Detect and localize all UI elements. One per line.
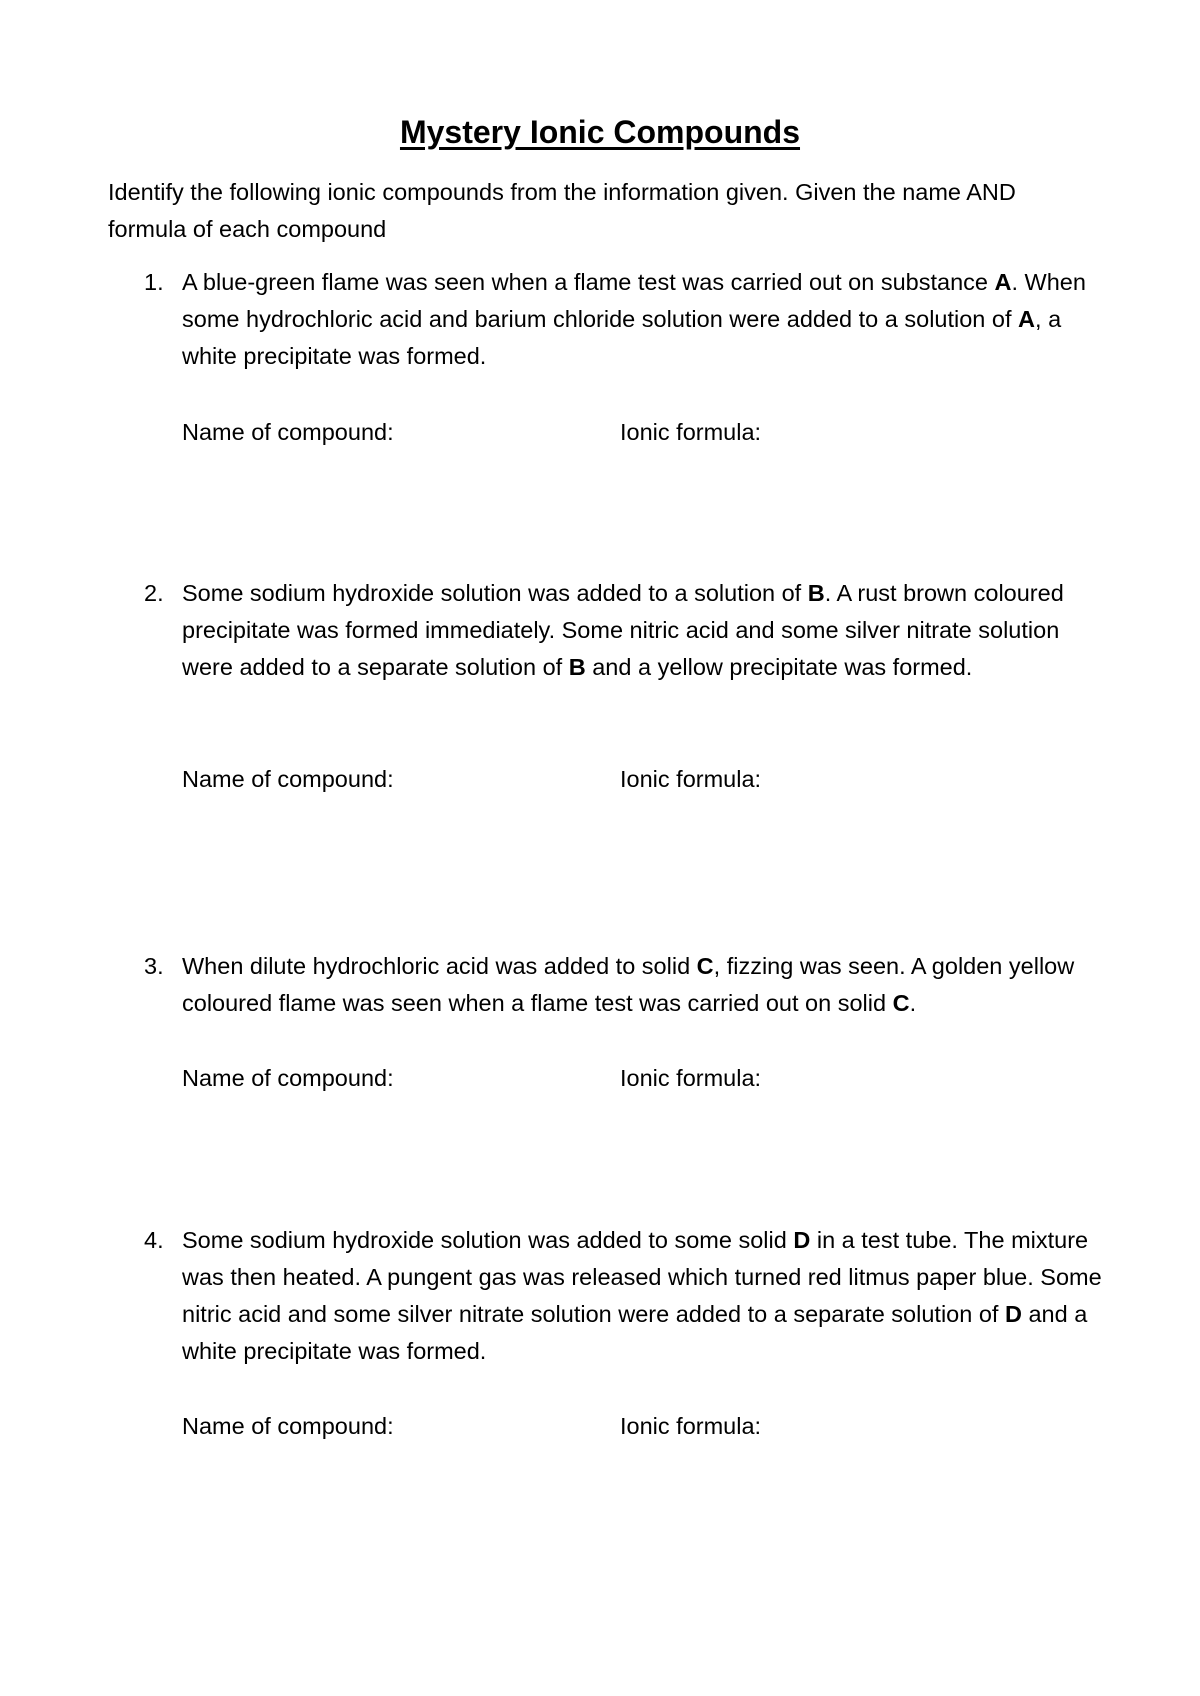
substance-letter: C xyxy=(696,953,714,979)
page-title: Mystery Ionic Compounds xyxy=(399,114,801,150)
question-text-segment: When dilute hydrochloric acid was added to solid xyxy=(182,953,697,979)
question-text-segment: A blue-green flame was seen when a flame test was carried out on substance xyxy=(182,269,995,295)
substance-letter: D xyxy=(793,1227,811,1253)
ionic-formula-label: Ionic formula: xyxy=(620,1065,762,1091)
question-number: 4. xyxy=(144,1227,164,1253)
question-number: 3. xyxy=(144,953,164,979)
question-text-segment: Some sodium hydroxide solution was added to some solid xyxy=(182,1227,794,1253)
instructions: Identify the following ionic compounds from the information given. Given the name AND formula of each compound xyxy=(108,179,1016,242)
substance-letter: A xyxy=(994,269,1012,295)
question-text xyxy=(182,575,1104,686)
question-text xyxy=(182,264,1104,375)
substance-letter: B xyxy=(568,654,586,680)
question-number: 2. xyxy=(144,580,164,606)
question-text-segment: , fizzing was seen. A golden yellow coloured flame was seen when a flame test was carried out on solid xyxy=(182,953,1075,1016)
name-of-compound-label: Name of compound: xyxy=(182,1065,394,1091)
question-3 xyxy=(144,948,1104,1022)
question-text-segment: . xyxy=(909,990,917,1016)
name-of-compound-label: Name of compound: xyxy=(182,766,394,792)
question-text-segment: Some sodium hydroxide solution was added to a solution of xyxy=(182,580,808,606)
substance-letter: A xyxy=(1018,306,1036,332)
question-text-segment: . A rust brown coloured precipitate was formed immediately. Some nitric acid and some silver nitrate solution were added to a separate solution of xyxy=(182,580,1064,680)
substance-letter: B xyxy=(807,580,825,606)
substance-letter: C xyxy=(892,990,910,1016)
ionic-formula-label: Ionic formula: xyxy=(620,766,762,792)
question-4 xyxy=(144,1222,1104,1370)
question-text-segment: and a white precipitate was formed. xyxy=(182,1301,1088,1364)
ionic-formula-label: Ionic formula: xyxy=(620,1413,762,1439)
question-text-segment: and a yellow precipitate was formed. xyxy=(585,654,973,680)
question-text xyxy=(182,948,1104,1022)
question-number: 1. xyxy=(144,269,164,295)
question-2 xyxy=(144,575,1104,686)
ionic-formula-label: Ionic formula: xyxy=(620,419,762,445)
substance-letter: D xyxy=(1004,1301,1022,1327)
question-text-segment: , a white precipitate was formed. xyxy=(182,306,1062,369)
question-text xyxy=(182,1222,1104,1370)
question-text-segment: in a test tube. The mixture was then heated. A pungent gas was released which turned red litmus paper blue. Some nitric acid and some silver nitrate solution were added to a separate solution of xyxy=(182,1227,1102,1327)
question-1 xyxy=(144,264,1104,375)
question-text-segment: . When some hydrochloric acid and barium chloride solution were added to a solution of xyxy=(182,269,1086,332)
name-of-compound-label: Name of compound: xyxy=(182,419,394,445)
name-of-compound-label: Name of compound: xyxy=(182,1413,394,1439)
